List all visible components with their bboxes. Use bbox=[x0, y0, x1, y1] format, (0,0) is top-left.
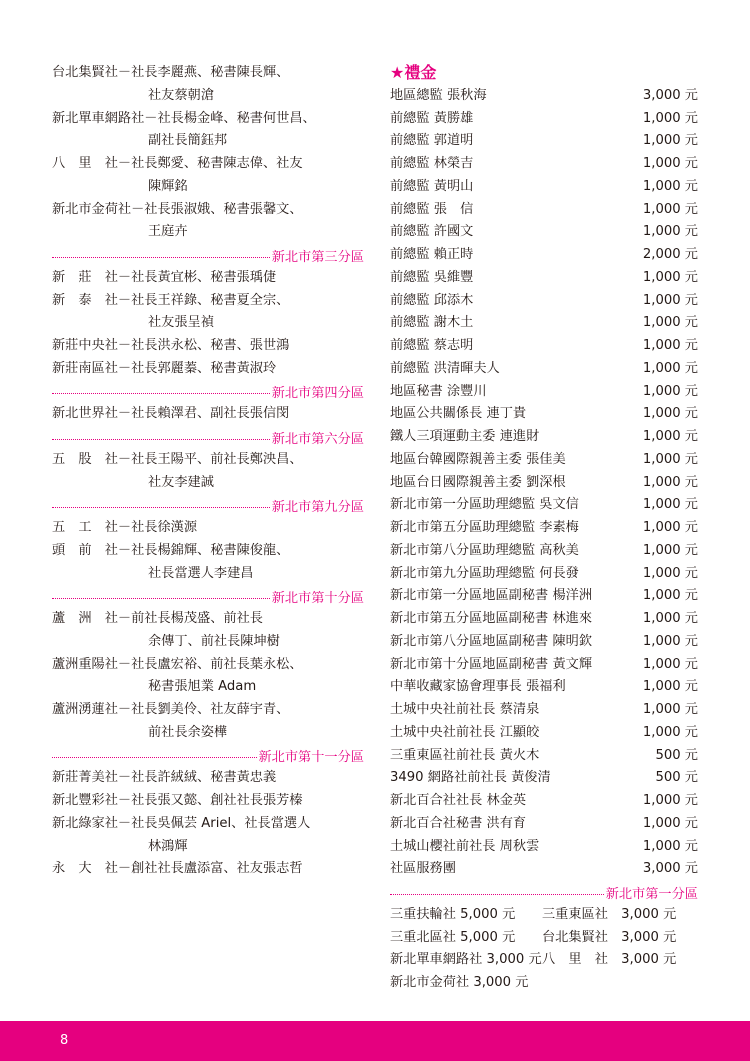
gift-donor: 前總監 林榮吉 bbox=[390, 156, 474, 171]
gift-amount: 1,000 元 bbox=[642, 656, 698, 672]
gift-donor: 土城山櫻社前社長 周秋雲 bbox=[390, 838, 540, 854]
gift-donor: 前總監 黃明山 bbox=[390, 178, 474, 194]
gift-amount: 1,000 元 bbox=[642, 429, 698, 444]
gift-amount: 1,000 元 bbox=[642, 793, 698, 808]
gift-donor: 地區總監 張秋海 bbox=[390, 87, 487, 103]
gift-row bbox=[390, 176, 698, 199]
member-line-continued: 前社長余姿樺 bbox=[148, 724, 228, 740]
gift-amount: 1,000 元 bbox=[642, 451, 698, 467]
gift-row bbox=[390, 631, 698, 654]
gift-donor: 前總監 謝木土 bbox=[390, 315, 474, 331]
gift-donor: 地區台日國際親善主委 劉深根 bbox=[390, 474, 566, 490]
club-gift-entry: 三重東區社 3,000 元 bbox=[542, 906, 677, 922]
gift-amount: 1,000 元 bbox=[642, 542, 698, 558]
gift-donor: 新北百合社社長 林金英 bbox=[390, 793, 527, 808]
gift-donor: 地區公共關係長 連丁貴 bbox=[390, 406, 527, 422]
member-line: 新 泰 社－社長王祥錄、秘書夏全宗、 bbox=[52, 292, 290, 308]
gift-row bbox=[390, 790, 698, 813]
section-title: 新北市第一分區 bbox=[605, 886, 698, 902]
gift-row bbox=[390, 608, 698, 631]
gift-amount: 1,000 元 bbox=[642, 497, 698, 513]
gift-row bbox=[390, 221, 698, 244]
gift-row bbox=[390, 290, 698, 313]
gift-amount: 1,000 元 bbox=[642, 724, 698, 740]
member-line: 新莊菁美社－社長許絨絨、秘書黃忠義 bbox=[52, 770, 277, 786]
gift-donor: 前總監 賴正時 bbox=[390, 247, 474, 262]
member-line: 新北綠家社－社長吳佩芸 Ariel、社長當選人 bbox=[52, 815, 311, 831]
gift-row bbox=[390, 654, 698, 677]
gift-amount: 1,000 元 bbox=[642, 201, 698, 217]
member-line-continued: 陳輝銘 bbox=[148, 178, 188, 194]
footer-bar bbox=[0, 1021, 750, 1061]
gift-donor: 新北市第五分區地區副秘書 林進來 bbox=[390, 611, 593, 626]
member-line: 五 股 社－社長王陽平、前社長鄭泱昌、 bbox=[52, 451, 303, 467]
member-line: 蘆 洲 社－前社長楊茂盛、前社長 bbox=[52, 611, 263, 626]
page-number: 8 bbox=[60, 1033, 69, 1048]
gift-row bbox=[390, 85, 698, 108]
member-line: 五 工 社－社長徐漢源 bbox=[52, 520, 198, 535]
gift-row bbox=[390, 267, 698, 290]
gift-amount: 1,000 元 bbox=[642, 565, 698, 581]
dotted-rule bbox=[52, 439, 270, 440]
club-gift-entry: 三重北區社 5,000 元 bbox=[390, 929, 516, 945]
section-title: 新北市第六分區 bbox=[271, 431, 364, 447]
dotted-rule bbox=[52, 257, 270, 258]
gift-row bbox=[390, 858, 698, 881]
left-column bbox=[52, 62, 364, 881]
member-line: 頭 前 社－社長楊錦輝、秘書陳俊龍、 bbox=[52, 542, 290, 558]
section-divider bbox=[52, 585, 364, 608]
member-line: 新北世界社－社長賴澤君、副社長張信閔 bbox=[52, 406, 290, 422]
member-line-continued: 社友張呈禎 bbox=[148, 315, 214, 331]
gift-amount: 1,000 元 bbox=[642, 383, 698, 399]
gift-row bbox=[390, 836, 698, 859]
gift-donor: 新北市第十分區地區副秘書 黃文輝 bbox=[390, 656, 593, 672]
gift-donor: 新北市第五分區助理總監 李素梅 bbox=[390, 520, 579, 535]
gift-row bbox=[390, 449, 698, 472]
gift-donor: 前總監 郭道明 bbox=[390, 133, 474, 149]
member-line-continued: 社友蔡朝滄 bbox=[148, 87, 214, 103]
gift-row bbox=[390, 813, 698, 836]
gift-row bbox=[390, 745, 698, 768]
gift-amount: 1,000 元 bbox=[642, 702, 698, 717]
gift-row bbox=[390, 153, 698, 176]
gift-row bbox=[390, 767, 698, 790]
gift-donor: 鐵人三項運動主委 連進財 bbox=[390, 429, 540, 444]
gift-amount: 1,000 元 bbox=[642, 588, 698, 604]
gift-amount: 1,000 元 bbox=[642, 338, 698, 353]
gift-donor: 前總監 邱添木 bbox=[390, 292, 474, 308]
section-divider bbox=[52, 426, 364, 449]
club-gift-entry: 新北單車網路社 3,000 元 bbox=[390, 952, 542, 968]
gift-donor: 前總監 黃勝雄 bbox=[390, 110, 474, 126]
member-line: 新北市金荷社－社長張淑娥、秘書張馨文、 bbox=[52, 201, 303, 217]
gift-donor: 新北百合社秘書 洪有育 bbox=[390, 815, 527, 831]
section-divider bbox=[52, 494, 364, 517]
gift-row bbox=[390, 108, 698, 131]
gift-row bbox=[390, 585, 698, 608]
member-line-continued: 王庭卉 bbox=[148, 224, 188, 240]
gift-donor: 新北市第八分區地區副秘書 陳明欽 bbox=[390, 633, 593, 649]
gift-amount: 1,000 元 bbox=[642, 292, 698, 308]
gift-amount: 500 元 bbox=[655, 747, 698, 763]
gift-donor: 三重東區社前社長 黃火木 bbox=[390, 747, 540, 763]
gift-amount: 3,000 元 bbox=[642, 861, 698, 877]
section-divider bbox=[390, 881, 698, 904]
member-line-continued: 社長當選人李建昌 bbox=[148, 565, 254, 581]
gift-donor: 土城中央社前社長 江顯皎 bbox=[390, 724, 540, 740]
club-gift-row bbox=[390, 904, 698, 927]
gift-amount: 1,000 元 bbox=[642, 633, 698, 649]
member-line-continued: 余傳丁、前社長陳坤樹 bbox=[148, 633, 280, 649]
gift-row bbox=[390, 722, 698, 745]
dotted-rule bbox=[52, 507, 270, 508]
member-line-continued: 秘書張旭業 Adam bbox=[148, 679, 257, 695]
gift-row bbox=[390, 130, 698, 153]
club-gift-entry: 台北集賢社 3,000 元 bbox=[542, 929, 677, 945]
member-line-continued: 社友李建誠 bbox=[148, 474, 214, 490]
gift-row bbox=[390, 472, 698, 495]
gift-amount: 1,000 元 bbox=[642, 224, 698, 240]
member-line: 永 大 社－創社社長盧添富、社友張志哲 bbox=[52, 861, 303, 877]
gift-row bbox=[390, 517, 698, 540]
club-gift-entry: 新北市金荷社 3,000 元 bbox=[390, 975, 529, 990]
member-line: 新北豐彩社－社長張又懿、創社社長張芳榛 bbox=[52, 793, 303, 808]
gift-donor: 土城中央社前社長 蔡清泉 bbox=[390, 702, 540, 717]
gift-donor: 中華收藏家協會理事長 張福利 bbox=[390, 679, 566, 695]
section-title: 新北市第三分區 bbox=[271, 249, 364, 265]
gift-donor: 新北市第一分區助理總監 吳文信 bbox=[390, 497, 579, 513]
gift-amount: 1,000 元 bbox=[642, 611, 698, 626]
gift-donor: 前總監 張 信 bbox=[390, 201, 474, 217]
member-line-continued: 副社長簡鈺邦 bbox=[148, 133, 228, 149]
gift-row bbox=[390, 563, 698, 586]
dotted-rule bbox=[52, 757, 257, 758]
member-line: 新莊南區社－社長郭麗蓁、秘書黃淑玲 bbox=[52, 360, 277, 376]
member-line: 蘆洲重陽社－社長盧宏裕、前社長葉永松、 bbox=[52, 656, 303, 672]
gift-donor: 新北市第九分區助理總監 何長發 bbox=[390, 565, 579, 581]
gift-donor: 前總監 蔡志明 bbox=[390, 338, 474, 353]
right-column bbox=[390, 62, 698, 995]
member-line: 八 里 社－社長鄭愛、秘書陳志偉、社友 bbox=[52, 156, 303, 171]
club-gift-list bbox=[390, 904, 698, 995]
member-line: 新北單車網路社－社長楊金峰、秘書何世昌、 bbox=[52, 110, 316, 126]
gift-row bbox=[390, 540, 698, 563]
club-gift-row bbox=[390, 927, 698, 950]
gift-row bbox=[390, 358, 698, 381]
member-line: 新 莊 社－社長黃宜彬、秘書張瑀倢 bbox=[52, 269, 277, 285]
gift-amount: 1,000 元 bbox=[642, 360, 698, 376]
club-gift-entry: 三重扶輪社 5,000 元 bbox=[390, 906, 516, 922]
section-title: 新北市第四分區 bbox=[271, 386, 364, 402]
gift-donor: 前總監 許國文 bbox=[390, 224, 474, 240]
gift-donor: 社區服務團 bbox=[390, 861, 456, 877]
dotted-rule bbox=[52, 598, 270, 599]
section-divider bbox=[52, 381, 364, 404]
gift-amount: 1,000 元 bbox=[642, 133, 698, 149]
gift-amount: 1,000 元 bbox=[642, 406, 698, 422]
member-line-continued: 林鴻輝 bbox=[148, 838, 188, 854]
gift-amount: 1,000 元 bbox=[642, 269, 698, 285]
gift-amount: 2,000 元 bbox=[642, 247, 698, 262]
gift-amount: 1,000 元 bbox=[642, 156, 698, 171]
section-title: 新北市第十一分區 bbox=[258, 750, 364, 766]
gift-list bbox=[390, 85, 698, 881]
gift-amount: 1,000 元 bbox=[642, 474, 698, 490]
gift-row bbox=[390, 199, 698, 222]
section-title: 新北市第十分區 bbox=[271, 591, 364, 607]
gift-donor: 新北市第一分區地區副秘書 楊洋洲 bbox=[390, 588, 593, 604]
gift-row bbox=[390, 426, 698, 449]
gift-row bbox=[390, 244, 698, 267]
gift-row bbox=[390, 312, 698, 335]
gift-donor: 前總監 吳維豐 bbox=[390, 269, 474, 285]
gift-amount: 1,000 元 bbox=[642, 178, 698, 194]
gift-amount: 500 元 bbox=[655, 770, 698, 786]
gift-donor: 新北市第八分區助理總監 高秋美 bbox=[390, 542, 579, 558]
member-line: 台北集賢社－社長李麗燕、秘書陳長輝、 bbox=[52, 65, 290, 80]
club-gift-entry: 八 里 社 3,000 元 bbox=[542, 952, 677, 968]
gift-donor: 地區台韓國際親善主委 張佳美 bbox=[390, 451, 566, 467]
gift-amount: 1,000 元 bbox=[642, 315, 698, 331]
gift-amount: 1,000 元 bbox=[642, 815, 698, 831]
gift-amount: 3,000 元 bbox=[642, 87, 698, 103]
gift-row bbox=[390, 699, 698, 722]
gift-row bbox=[390, 494, 698, 517]
gift-row bbox=[390, 403, 698, 426]
section-divider bbox=[52, 745, 364, 768]
section-divider bbox=[52, 244, 364, 267]
gift-donor: 地區秘書 涂豐川 bbox=[390, 383, 487, 399]
gift-row bbox=[390, 335, 698, 358]
dotted-rule bbox=[52, 393, 270, 394]
gift-amount: 1,000 元 bbox=[642, 838, 698, 854]
gift-donor: 前總監 洪清暉夫人 bbox=[390, 360, 500, 376]
section-title: 新北市第九分區 bbox=[271, 500, 364, 516]
gift-donor: 3490 網路社前社長 黃俊清 bbox=[390, 770, 551, 786]
gift-amount: 1,000 元 bbox=[642, 520, 698, 535]
gift-amount: 1,000 元 bbox=[642, 679, 698, 695]
member-line: 新莊中央社－社長洪永松、秘書、張世鴻 bbox=[52, 338, 290, 353]
club-gift-row bbox=[390, 972, 698, 995]
member-line: 蘆洲湧蓮社－社長劉美伶、社友薛宇青、 bbox=[52, 702, 290, 717]
dotted-rule bbox=[390, 894, 604, 895]
club-gift-row bbox=[390, 949, 698, 972]
gift-row bbox=[390, 381, 698, 404]
gift-heading: ★禮金 bbox=[390, 63, 437, 82]
gift-amount: 1,000 元 bbox=[642, 110, 698, 126]
gift-row bbox=[390, 676, 698, 699]
